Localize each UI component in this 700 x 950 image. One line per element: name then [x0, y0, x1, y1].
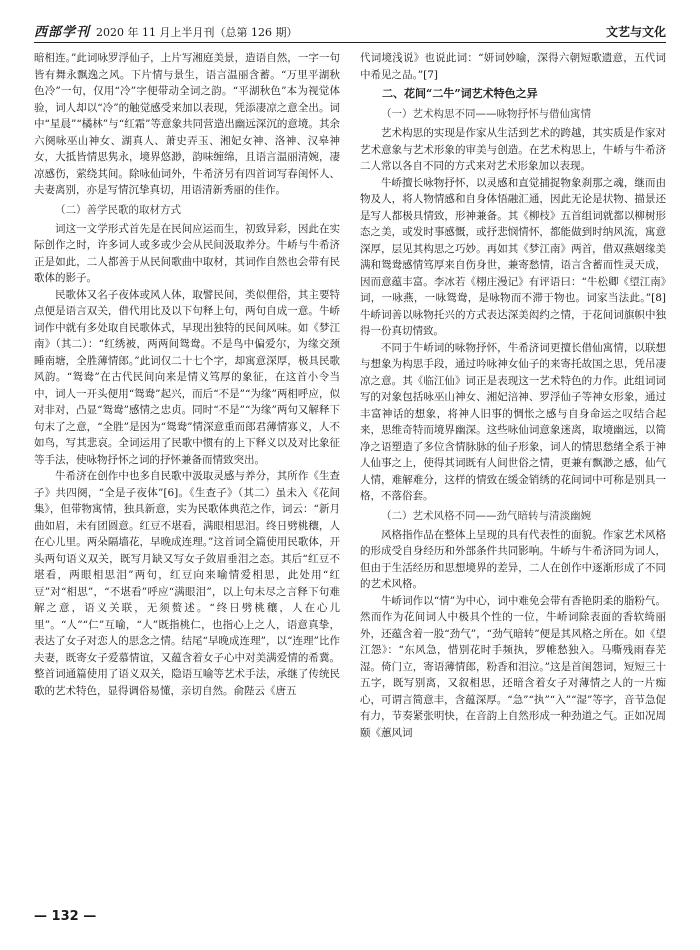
- section-heading: 二、花间“二牛”词艺术特色之异: [382, 87, 538, 100]
- article-body: [34, 50, 666, 890]
- paragraph: 牛峤擅长咏物抒怀，以灵感和直觉捕捉物象刹那之魂，继而由物及人，将人物情感和自身体悟融汇通，因此无论是状物、描景还是写人都极具情致，形神兼备。其《柳枝》五首组词就都以柳树形态之美，或发时事感慨，或抒悲悯情怀，都能做到时纳风流，寓意深厚，层见其构思之巧妙。再如其《梦江南》两首，借双燕姻缘美满和鸳鸯感情笃厚来自伤身世，兼寄愁情，语言含蓄而性灵天成，因而意蕴丰富。李冰若《栩庄漫记》有评语曰：“牛松卿《望江南》词，一咏燕，一咏鸳鸯，是咏物而不滞于物也。词家当法此。”[8] 牛峤词善以咏物托兴的方式表达深美闳约之情，于花间词旗帜中独得一份真切情致。: [360, 176, 666, 337]
- paragraph: 风格指作品在整体上呈现的具有代表性的面貌。作家艺术风格的形成受自身经历和外部条件共同影响。牛峤与牛希济同为词人，但由于生活经历和思想境界的差异，二人在创作中逐渐形成了不同的艺术风格。: [360, 528, 666, 590]
- paragraph: 民歌体又名子夜体或风人体，取譬民间，类似俚俗，其主要特点便是语言双关，借代用比及以下句释上句，两句自成一意。牛峤词作中就有多处取自民歌体式，早现出独特的民间风味。如《梦江南》（其二）：“红绣被，两两间鸳鸯。不是鸟中偏爱尔，为缘交颈睡南塘，全胜薄情郎。”此词仅二十七个字，却寓意深厚，极具民歌风韵。“鸳鸯”在古代民间向来是情义笃厚的象征，在这首小令当中，词人一开头便用“鸳鸯”起兴，而后“不是”“为缘”两相呼应，似对非对，凸显“鸳鸯”感情之忠贞。同时“不是”“为缘”两句又解释下句末了之意，“全胜”是因为“鸳鸯”情深意重而郎君薄情寡义，人不如鸟，写其悲哀。全词运用了民歌中惯有的上下释义以及对比象征等手法，使咏物抒怀之词的抒怀兼备而情致突出。: [34, 288, 340, 466]
- issue-info: 2020 年 11 月上半月刊（总第 126 期）: [96, 26, 298, 39]
- subsection-heading: （二）艺术风格不同——劲气暗转与清淡幽婉: [381, 509, 591, 522]
- paragraph: 词这一文学形式首先是在民间应运而生，初致异彩，因此在实际创作之时，许多词人或多或少会从民间汲取养分。牛峤与牛希济正是如此，二人都善于从民间歌曲中取材，其词作自然也会带有民歌体的影子。: [34, 222, 340, 284]
- header-left: [34, 21, 298, 40]
- running-header: [34, 20, 666, 43]
- paragraph: 不同于牛峤词的咏物抒怀，牛希济词更擅长借仙寓情，以联想与想象为构思手段，通过吟咏神女仙子的来寄托故国之思，凭吊凄凉之意。其《临江仙》词正是表现这一艺术特色的力作。此组词词写的对象包括咏巫山神女、湘妃涪神、罗浮仙子等神女形象，通过丰富神话的想象，将神人旧事的惆怅之感与自身命运之叹结合起来，思维奇特而境界幽深。这些咏仙词意象迷离，取境幽远，以简净之语塑造了多位含情脉脉的仙子形象，词人的情思愁绪全系于神人仙事之上，使得其词既有人间世俗之情，更兼有飘渺之感，仙气人情，难解难分，这样的情致在缓金销绣的花间词中可称是别具一格，不落俗套。: [360, 341, 666, 502]
- column-name: 文艺与文化: [605, 25, 666, 39]
- paragraph: 艺术构思的实现是作家从生活到艺术的跨越，其实质是作家对艺术意象与艺术形象的审美与创造。在艺术构思上，牛峤与牛希济二人常以各自不同的方式来对艺术形象加以表现。: [360, 127, 666, 172]
- paragraph: 牛峤词作以“情”为中心，词中难免会带有香艳阴柔的脂粉气。然而作为花间词人中极具个性的一位，牛峤词除表面的香软绮丽外，还蕴含着一股“劲气”，“劲气暗转”便是其风格之所在。如《望江怨》：“东风急，惜别花时手频执，罗帷愁独入。马嘶残雨春芜湿。倚门立，寄语薄情郎，粉香和泪泣。”这是首闺怨词，短短三十五字，既写别离，又叙相思，还暗含着女子对薄情之人的一片痴心，可谓言简意丰，含蕴深厚。“急”“执”“入”“湿”等字，音节急促有力，节奏紧张明快，在音韵上自然形成一种劲道之气。正如况周颐《蕙风词: [360, 594, 666, 739]
- subsection-heading: （一）艺术构思不同——咏物抒怀与借仙寓情: [381, 108, 591, 120]
- journal-logo: 西部学刊: [34, 25, 91, 40]
- paragraph: 代词境浅说》也说此词：“妍词妙喻，深得六朝短歌遗意，五代词中希见之品。”[7]: [360, 52, 666, 81]
- left-column: [34, 50, 340, 890]
- subsection-heading: （二）善学民歌的取材方式: [55, 203, 181, 216]
- page-number: — 132 —: [34, 909, 97, 924]
- paragraph: 牛希济在创作中也多自民歌中汲取灵感与养分，其所作《生查子》共四阕，“全是子夜体”[6]。《生查子》（其二）虽未入《花间集》，但带物寓情，独具新意，实为民歌体典范之作，词云：“新月曲如眉，未有团圆意。红豆不堪看，满眼相思泪。终日劈桃穰，人在心儿里。两朵隔墙花，早晚成连理。”这首词全篇使用民歌体，开头两句语义双关，既写月缺又写女子敛眉垂泪之态。其后“红豆不堪看，两眼相思泪”两句，红豆向来喻情爱相思，此处用“红豆”对“相思”，“不堪看”呼应“满眼泪”，以上句未尽之言释下句难解之意，语义关联，无须赘述。“终日劈桃穰，人在心儿里”。“人”“仁”互喻，“人”既指桃仁，也指心上之人，语意真挚，表达了女子对恋人的思念之情。结尾“早晚成连理”，以“连理”比作夫妻，既寄女子爱慕情谊，又蕴含着女子心中对美满爱情的希冀。整首词通篇使用了语义双关，隐语互喻等艺术手法，承继了传统民歌的艺术特色，显得调俗易懂，亲切自然。俞陛云《唐五: [34, 470, 340, 697]
- right-column: [360, 50, 666, 890]
- paragraph: 暗相连。”此词咏罗浮仙子，上片写湘庭美景，造语自然，一字一句皆有舞永飘逸之风。下片情与景生，语言温丽含蓄。“万里平湖秋色冷”一句，仅用“冷”字便带动全词之韵。“平湖秋色”本为视觉体验，词人却以“冷”的触觉感受来加以表现，凭添凄凉之意全出。词中“星晨”“橘林”与“红霜”等意象共同营造出幽远深沉的意境。其余六阕咏巫山神女、湖真人、萧史弄玉、湘妃女神、洛神、汉皋神女，大抵皆情思隽永，境界悠渺，韵味缠绵，且语言温丽清婉，凄凉感伤，萦绕其间。除咏仙词外，牛希济另有四首词写春闺怀人、夫妻离别，亦是写情沉挚真切，用语清新秀丽的佳作。: [34, 52, 340, 196]
